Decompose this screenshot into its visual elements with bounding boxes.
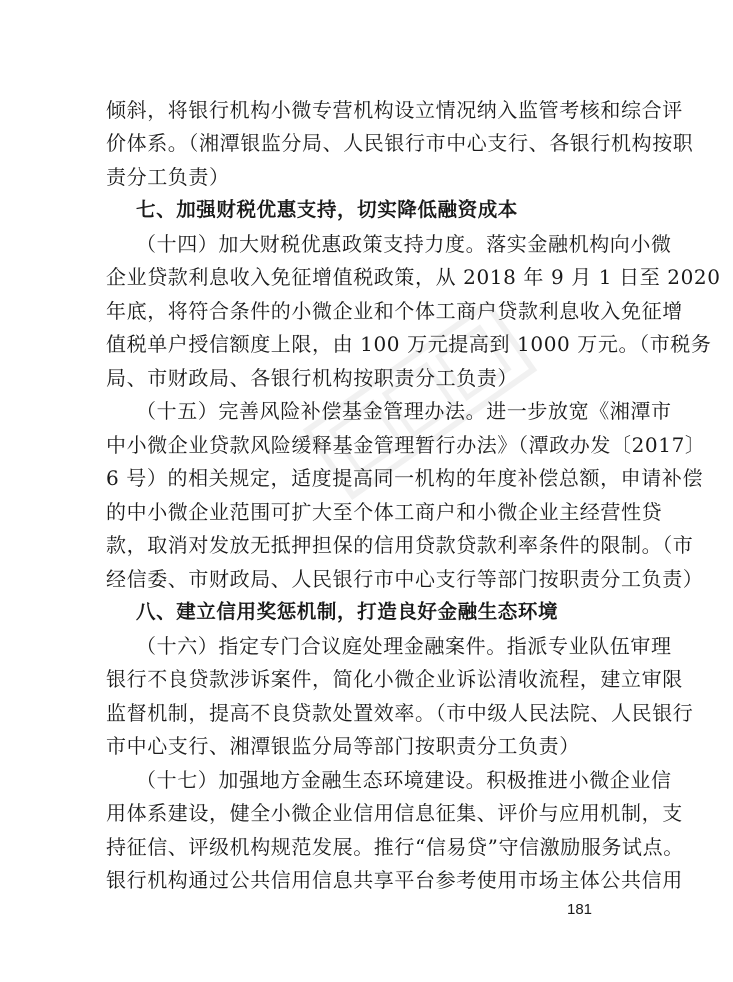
body-line: （十五）完善风险补偿基金管理办法。进一步放宽《湘潭市 <box>136 399 672 423</box>
body-line: （十七）加强地方金融生态环境建设。积极推进小微企业信 <box>136 768 672 792</box>
body-line: 款，取消对发放无抵押担保的信用贷款贷款利率条件的限制。（市 <box>106 533 694 557</box>
body-line: 6 号）的相关规定，适度提高同一机构的年度补偿总额，申请补偿 <box>106 466 704 490</box>
body-line: 中小微企业贷款风险缓释基金管理暂行办法》（潭政办发〔2017〕 <box>106 433 706 457</box>
body-line: 银行不良贷款涉诉案件，简化小微企业诉讼清收流程，建立审限 <box>106 667 683 691</box>
body-line: 价体系。（湘潭银监分局、人民银行市中心支行、各银行机构按职 <box>106 131 694 155</box>
body-line: 市中心支行、湘潭银监分局等部门按职责分工负责） <box>106 734 580 758</box>
body-line: 责分工负责） <box>106 165 230 189</box>
body-line: 倾斜，将银行机构小微专营机构设立情况纳入监管考核和综合评 <box>106 98 683 122</box>
body-line: 用体系建设，健全小微企业信用信息征集、评价与应用机制，支 <box>106 801 683 825</box>
body-line: 的中小微企业范围可扩大至个体工商户和小微企业主经营性贷 <box>106 500 663 524</box>
section-heading: 八、建立信用奖惩机制，打造良好金融生态环境 <box>136 600 559 623</box>
body-line: （十六）指定专门合议庭处理金融案件。指派专业队伍审理 <box>136 634 672 658</box>
body-line: 经信委、市财政局、人民银行市中心支行等部门按职责分工负责） <box>106 567 704 591</box>
body-line: 局、市财政局、各银行机构按职责分工负责） <box>106 366 518 390</box>
body-line: 年底，将符合条件的小微企业和个体工商户贷款利息收入免征增 <box>106 299 683 323</box>
section-heading: 七、加强财税优惠支持，切实降低融资成本 <box>136 198 518 221</box>
body-line: 值税单户授信额度上限，由 100 万元提高到 1000 万元。（市税务 <box>106 332 712 356</box>
body-line: 企业贷款利息收入免征增值税政策，从 2018 年 9 月 1 日至 2020 <box>106 265 721 289</box>
body-line: 监督机制，提高不良贷款处置效率。（市中级人民法院、人民银行 <box>106 701 694 725</box>
body-line: 持征信、评级机构规范发展。推行“信易贷”守信激励服务试点。 <box>106 835 684 859</box>
body-line: 银行机构通过公共信用信息共享平台参考使用市场主体公共信用 <box>106 868 683 892</box>
body-line: （十四）加大财税优惠政策支持力度。落实金融机构向小微 <box>136 232 672 256</box>
page-number: 181 <box>567 901 593 918</box>
